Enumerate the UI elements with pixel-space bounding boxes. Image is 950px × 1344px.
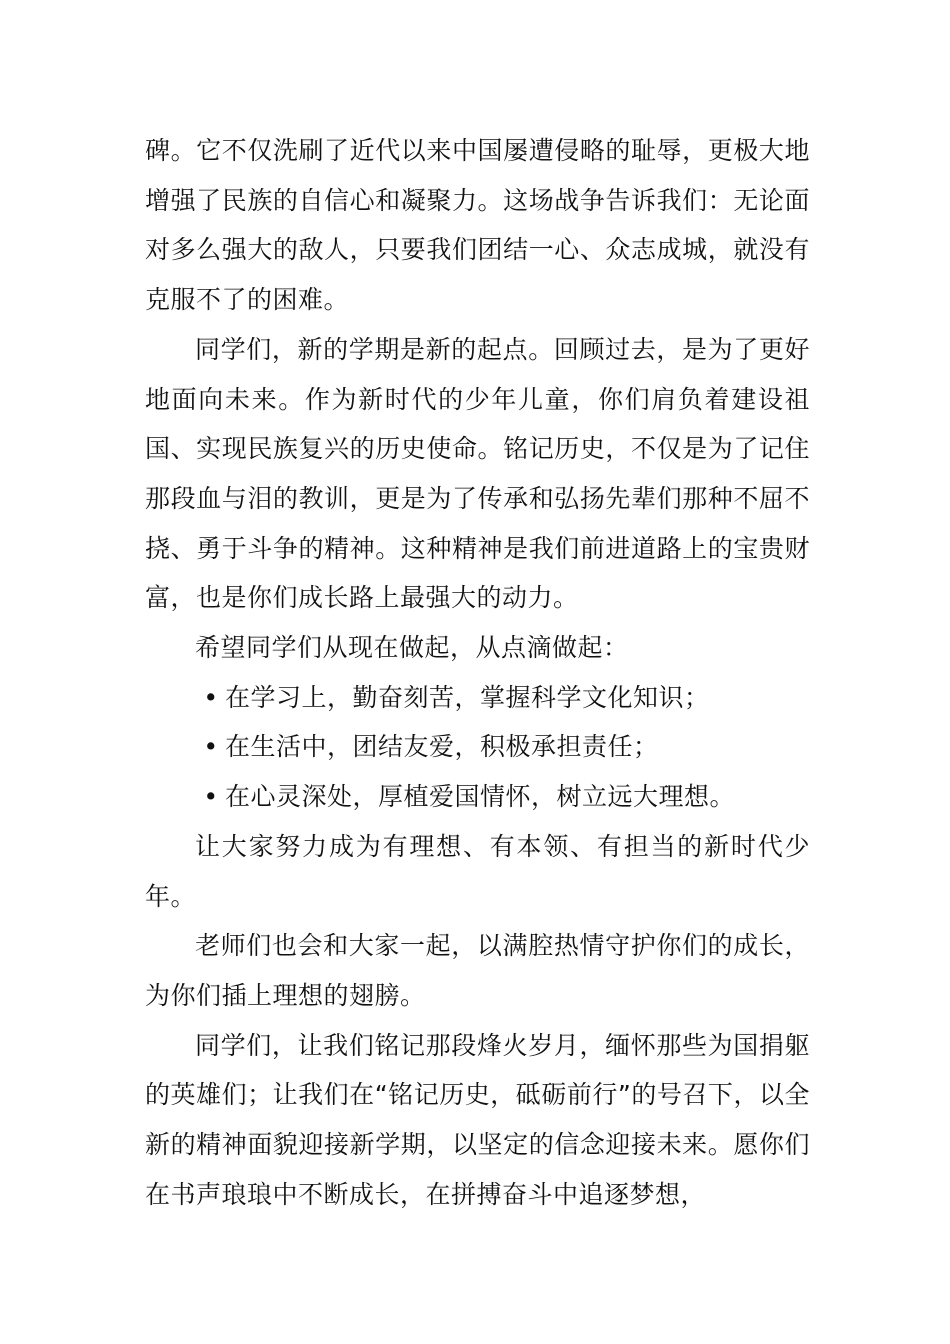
list-item-text: 在生活中，团结友爱，积极承担责任； [225, 732, 659, 762]
list-item-text: 在学习上，勤奋刻苦，掌握科学文化知识； [225, 682, 710, 712]
bullet-icon: • [203, 732, 219, 762]
hope-list [145, 673, 810, 822]
bullet-icon: • [203, 782, 219, 812]
list-item [143, 722, 810, 772]
list-item [143, 772, 810, 822]
document-body [145, 126, 810, 1219]
paragraph-new-semester: 同学们，新的学期是新的起点。回顾过去，是为了更好地面向未来。作为新时代的少年儿童，你们肩负着建设祖国、实现民族复兴的历史使命。铭记历史，不仅是为了记住那段血与泪的教训，更是为了传承和弘扬先辈们那种不屈不挠、勇于斗争的精神。这种精神是我们前进道路上的宝贵财富，也是你们成长路上最强大的动力。 [145, 334, 810, 613]
list-item-text: 在心灵深处，厚植爱国情怀，树立远大理想。 [225, 782, 736, 812]
paragraph-teachers: 老师们也会和大家一起，以满腔热情守护你们的成长，为你们插上理想的翅膀。 [145, 931, 810, 1010]
paragraph-become-youth: 让大家努力成为有理想、有本领、有担当的新时代少年。 [145, 831, 810, 911]
bullet-icon: • [203, 682, 219, 712]
paragraph-hope-intro: 希望同学们从现在做起，从点滴做起： [195, 633, 629, 663]
paragraph-closing: 同学们，让我们铭记那段烽火岁月，缅怀那些为国捐躯的英雄们；让我们在“铭记历史，砥砺前行”的号召下，以全新的精神面貌迎接新学期，以坚定的信念迎接未来。愿你们在书声琅琅中不断成长，在拼搏奋斗中追逐梦想， [145, 1030, 810, 1209]
list-item [143, 673, 810, 723]
paragraph-continuation: 碑。它不仅洗刷了近代以来中国屡遭侵略的耻辱，更极大地增强了民族的自信心和凝聚力。这场战争告诉我们：无论面对多么强大的敌人，只要我们团结一心、众志成城，就没有克服不了的困难。 [145, 136, 810, 315]
